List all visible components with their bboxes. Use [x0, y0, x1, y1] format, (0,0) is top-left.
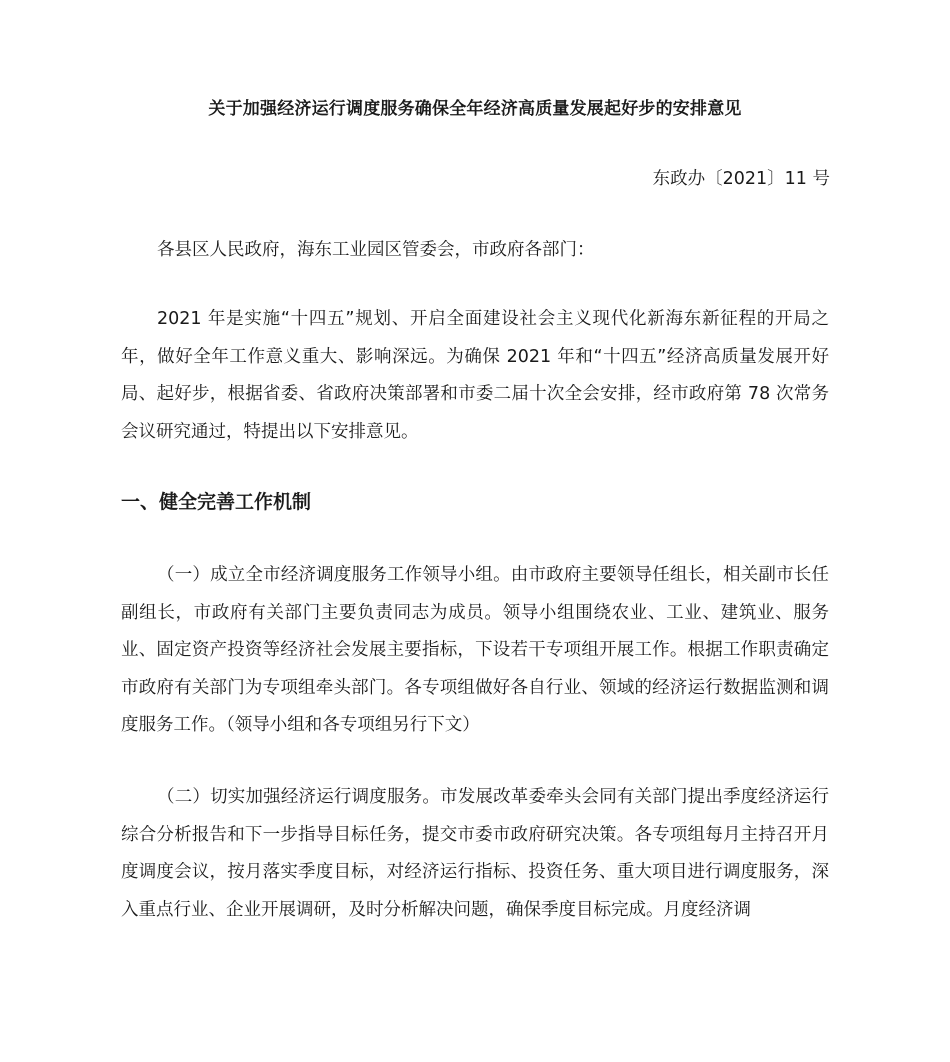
section-heading: 一、健全完善工作机制 — [121, 491, 312, 513]
section-paragraph: （一）成立全市经济调度服务工作领导小组。由市政府主要领导任组长，相关副市长任副组长，市政府有关部门主要负责同志为成员。领导小组围绕农业、工业、建筑业、服务业、固定资产投资等经济社会发展主要指标，下设若干专项组开展工作。根据工作职责确定市政府有关部门为专项组牵头部门。各专项组做好各自行业、领域的经济运行数据监测和调度服务工作。（领导小组和各专项组另行下文） — [121, 565, 829, 735]
document-number: 东政办〔2021〕11 号 — [652, 169, 830, 189]
intro-paragraph: 2021 年是实施“十四五”规划、开启全面建设社会主义现代化新海东新征程的开局之年，做好全年工作意义重大、影响深远。为确保 2021 年和“十四五”经济高质量发展开好局、起好步，根据省委、省政府决策部署和市委二届十次全会安排，经市政府第 78 次常务会议研究通过，特提出以下安排意见。 — [121, 309, 829, 442]
salutation: 各县区人民政府，海东工业园区管委会，市政府各部门： — [157, 240, 595, 260]
section-paragraph: （二）切实加强经济运行调度服务。市发展改革委牵头会同有关部门提出季度经济运行综合分析报告和下一步指导目标任务，提交市委市政府研究决策。各专项组每月主持召开月度调度会议，按月落实季度目标，对经济运行指标、投资任务、重大项目进行调度服务，深入重点行业、企业开展调研，及时分析解决问题，确保季度目标完成。月度经济调 — [121, 787, 829, 920]
document-title: 关于加强经济运行调度服务确保全年经济高质量发展起好步的安排意见 — [208, 99, 742, 119]
